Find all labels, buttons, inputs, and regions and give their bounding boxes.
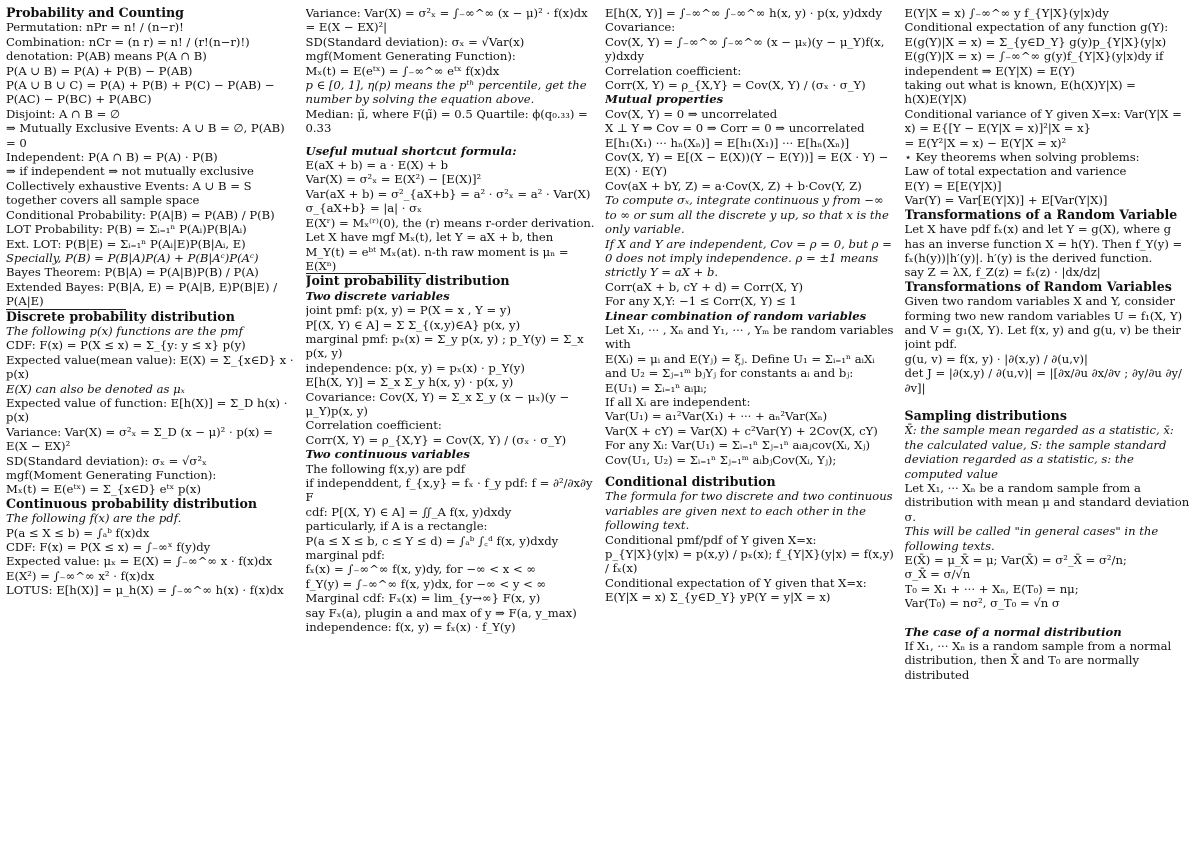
text-line: Var(X + cY) = Var(X) + c²Var(Y) + 2Cov(X, cY) [605,423,878,438]
text-line: particularly, if A is a rectangle: [305,519,488,534]
text-line: LOT Probability: P(B) = Σᵢ₌₁ⁿ P(Aᵢ)P(B|Aᵢ) [6,222,247,237]
section-heading: Joint probability distribution [305,273,510,289]
italic-note: X̄: the sample mean regarded as a statistic, x̄: the calculated value, S: the sample standard deviation regarded as a statistic, s: the computed value [904,423,1174,481]
text-line: SD(Standard deviation): σₓ = √Var(x) [305,34,525,49]
text-line: independence: f(x, y) = fₓ(x) · f_Y(y) [305,620,516,635]
section-heading: Discrete probability distribution [6,308,235,324]
text-line: say Z = λX, f_Z(z) = fₓ(z) · |dx/dz| [904,265,1101,280]
text-line: Conditional expectation of Y given that X=x: [605,575,867,590]
text-line: E[h₁(X₁) ··· hₙ(Xₙ)] = E[h₁(X₁)] ··· E[hₙ(Xₙ)] [605,135,850,150]
text-line: Cov(aX + bY, Z) = a·Cov(X, Z) + b·Cov(Y, Z) [605,178,862,193]
text-line: Expected value(mean value): E(X) = Σ_{x∈D} x · p(x) [6,352,294,382]
text-line: E(Y|X = x) Σ_{y∈D_Y} yP(Y = y|X = x) [605,590,831,605]
italic-note: The following p(x) functions are the pmf [6,323,243,338]
text-line: independence: p(x, y) = pₓ(x) · p_Y(y) [305,360,525,375]
text-line: Var(U₁) = a₁²Var(X₁) + ··· + aₙ²Var(Xₙ) [605,409,828,424]
text-line: Mₓ(t) = E(eᵗˣ) = ∫₋∞^∞ eᵗˣ f(x)dx [305,63,500,78]
italic-note: This will be called "in general cases" in the following texts. [904,524,1159,553]
text-line: E(X̄) = μ_X̄ = μ; Var(X̄) = σ²_X̄ = σ²/n; [904,553,1127,568]
italic-note: If X and Y are independent, Cov = ρ = 0, but ρ = 0 does not imply independence. ρ = ±1 means strictly Y = aX + b. [605,236,892,280]
spacer [905,395,1195,409]
section-heading: Sampling distributions [904,407,1067,423]
text-line: Permutation: nPr = n! / (n−r)! [6,20,184,35]
text-line: P(A ∪ B ∪ C) = P(A) + P(B) + P(C) − P(AB) − P(AC) − P(BC) + P(ABC) [6,78,275,107]
text-line: E(g(Y)|X = x) = ∫₋∞^∞ g(y)f_{Y|X}(y|x)dy if independent ⇒ E(Y|X) = E(Y) [904,49,1164,78]
text-line: E(Xᵢ) = μᵢ and E(Yⱼ) = ξⱼ. Define U₁ = Σᵢ₌₁ⁿ aᵢXᵢ and U₂ = Σⱼ₌₁ᵐ bⱼYⱼ for constants aᵢ and bⱼ: [605,351,875,381]
text-line: Independent: P(A ∩ B) = P(A) · P(B) [6,150,218,165]
text-line: denotation: P(AB) means P(A ∩ B) [6,49,207,64]
text-line: Covariance: [605,20,676,35]
text-line: E(X²) = ∫₋∞^∞ x² · f(x)dx [6,568,155,583]
text-line: Variance: Var(X) = σ²ₓ = ∫₋∞^∞ (x − μ)² · f(x)dx = E(X − EX)²| [305,6,588,35]
text-line: Variance: Var(X) = σ²ₓ = Σ_D (x − μ)² · p(x) = E(X − EX)² [6,424,273,454]
text-line: Let X₁, ··· , Xₙ and Y₁, ··· , Yₘ be random variables with [605,322,894,352]
text-line: ⇒ Mutually Exclusive Events: A ∪ B = ∅, P(AB) = 0 [6,121,285,150]
text-line: E(Y) = E[E(Y|X)] [904,178,1002,193]
text-line: Ext. LOT: P(B|E) = Σᵢ₌₁ⁿ P(Aᵢ|E)P(B|Aᵢ, E) [6,236,246,251]
text-line: If X₁, ··· Xₙ is a random sample from a normal distribution, then X̄ and T₀ are normally distributed [904,639,1172,682]
text-line: Conditional pmf/pdf of Y given X=x: [605,532,817,547]
subsection-heading: Two continuous variables [305,447,470,462]
text-line: Marginal cdf: Fₓ(x) = lim_{y→∞} F(x, y) [305,591,541,606]
text-line: Extended Bayes: P(B|A, E) = P(A|B, E)P(B|E) / P(A|E) [6,279,278,309]
text-line: Given two random variables X and Y, consider forming two new random variables U = f₁(X, Y) and V = g₁(X, Y). Let f(x, y) and g(u, v) be their joint pdf. [904,294,1183,352]
column-2 [306,6,596,849]
text-line: P(a ≤ X ≤ b) = ∫ₐᵇ f(x)dx [6,525,150,540]
text-line: say Fₓ(a), plugin a and max of y ⇒ F(a, y_max) [305,605,577,620]
text-line: For any Xᵢ: Var(U₁) = Σᵢ₌₁ⁿ Σⱼ₌₁ⁿ aᵢaⱼcov(Xᵢ, Xⱼ) [605,438,871,453]
text-line: Bayes Theorem: P(B|A) = P(A|B)P(B) / P(A) [6,265,259,280]
text-line: Cov(U₁, U₂) = Σᵢ₌₁ⁿ Σⱼ₌₁ᵐ aᵢbⱼCov(Xᵢ, Yⱼ); [605,452,837,467]
section-heading: Transformations of a Random Variable [904,206,1178,222]
text-line: P(A ∪ B) = P(A) + P(B) − P(AB) [6,63,193,78]
text-line: Corr(aX + b, cY + d) = Corr(X, Y) [605,279,804,294]
text-line: σ_{aX+b} = |a| · σₓ [305,201,422,216]
text-line: Var(aX + b) = σ²_{aX+b} = a² · σ²ₓ = a² · Var(X) [305,186,591,201]
text-line: Expected value: μₓ = E(X) = ∫₋∞^∞ x · f(x)dx [6,554,273,569]
spacer [306,136,596,144]
text-line: Disjoint: A ∩ B = ∅ [6,106,121,121]
italic-note: To compute σₓ, integrate continuous y from −∞ to ∞ or sum all the discrete y up, so that x is the only variable. [605,193,889,237]
italic-note: The following f(x) are the pdf. [6,511,182,526]
text-line: Let X₁, ··· Xₙ be a random sample from a distribution with mean μ and standard deviation σ. [904,481,1190,524]
italic-note: Specially, P(B) = P(B|A)P(A) + P(B|Aᶜ)P(Aᶜ) [6,250,259,265]
text-line: P[(X, Y) ∈ A] = Σ Σ_{(x,y)∈A} p(x, y) [305,317,521,332]
section-heading: Transformations of Random Variables [904,278,1172,294]
text-line: mgf(Moment Generating Function): [305,49,516,64]
text-line: Let X have pdf fₓ(x) and let Y = g(X), where g has an inverse function X = h(Y). Then f_Y(y) = fₓ(h(y))|h′(y)|. h′(y) is the derived function. [904,222,1183,265]
text-line: Mₓ(t) = E(eᵗˣ) = Σ_{x∈D} eᵗˣ p(x) [6,482,201,497]
subsection-heading: Useful mutual shortcut formula: [305,143,517,158]
text-line: Law of total expectation and varience [904,164,1127,179]
subsection-heading: Mutual properties [605,92,724,107]
text-line: E(U₁) = Σᵢ₌₁ⁿ aᵢμᵢ; [605,380,708,395]
italic-note: E(X) can also be denoted as μₓ [6,381,185,396]
text-line: Covariance: Cov(X, Y) = Σ_x Σ_y (x − μₓ)(y − μ_Y)p(x, y) [305,389,570,418]
text-line: g(u, v) = f(x, y) · |∂(x,y) / ∂(u,v)| [904,351,1088,366]
subsection-heading: Linear combination of random variables [605,308,867,323]
text-line: Correlation coefficient: [605,63,742,78]
text-line: Expected value of function: E[h(X)] = Σ_D h(x) · p(x) [6,395,288,425]
text-line: Collectively exhaustive Events: A ∪ B = S together covers all sample space [6,178,252,208]
text-line: f_Y(y) = ∫₋∞^∞ f(x, y)dx, for −∞ < y < ∞ [305,576,547,591]
text-line: If all Xᵢ are independent: [605,394,751,409]
section-heading: Conditional distribution [605,474,776,489]
text-line: Conditional variance of Y given X=x: Var(Y|X = x) = E{[Y − E(Y|X = x)]²|X = x} [904,106,1182,136]
text-line: E[h(X, Y)] = ∫₋∞^∞ ∫₋∞^∞ h(x, y) · p(x, y)dxdy [605,6,883,20]
text-line: CDF: F(x) = P(X ≤ x) = Σ_{y: y ≤ x} p(y) [6,338,246,353]
text-line: Median: μ̃, where F(μ̃) = 0.5 Quartile: ϕ(q₀.₃₃) = 0.33 [305,106,588,136]
text-line: ⇒ if independent ⇒ not mutually exclusive [6,164,254,179]
text-line: E(Y|X = x) ∫₋∞^∞ y f_{Y|X}(y|x)dy [904,6,1109,20]
text-line: Combination: nCr = (n r) = n! / (r!(n−r)!) [6,34,250,49]
text-line: p_{Y|X}(y|x) = p(x,y) / pₓ(x); f_{Y|X}(y|x) = f(x,y) / fₓ(x) [605,547,894,576]
text-line: Let X have mgf Mₓ(t), let Y = aX + b, then M_Y(t) = eᵇᵗ Mₓ(at). n-th raw moment is μₙ = E(Xⁿ) [305,230,569,273]
text-line: Corr(X, Y) = ρ_{X,Y} = Cov(X, Y) / (σₓ · σ_Y) [305,432,567,447]
column-1 [6,6,296,849]
section-heading: Probability and Counting [6,6,184,20]
column-3 [605,6,895,849]
text-line: T₀ = X₁ + ··· + Xₙ, E(T₀) = nμ; [904,581,1079,596]
spacer [905,611,1195,625]
text-line: Var(Y) = Var[E(Y|X)] + E[Var(Y|X)] [904,193,1108,208]
text-line: E(g(Y)|X = x) = Σ_{y∈D_Y} g(y)p_{Y|X}(y|x) [904,34,1167,49]
text-line: CDF: F(x) = P(X ≤ x) = ∫₋∞ˣ f(y)dy [6,540,211,555]
text-line: taking out what is known, E(h(X)Y|X) = h(X)E(Y|X) [904,78,1136,107]
text-line: if independdent, f_{x,y} = fₓ · f_y pdf: f = ∂²/∂x∂y F [305,476,593,505]
text-line: Correlation coefficient: [305,418,442,433]
text-line: Conditional expectation of any function g(Y): [904,20,1169,35]
text-line: marginal pmf: pₓ(x) = Σ_y p(x, y) ; p_Y(y) = Σ_x p(x, y) [305,331,584,361]
subsection-heading: Two discrete variables [305,288,450,303]
text-line: SD(Standard deviation): σₓ = √σ²ₓ [6,453,207,468]
text-line: X ⊥ Y ⇒ Cov = 0 ⇒ Corr = 0 ⇒ uncorrelated [605,121,865,136]
text-line: For any X,Y: −1 ≤ Corr(X, Y) ≤ 1 [605,294,797,309]
text-line: Cov(X, Y) = E[(X − E(X))(Y − E(Y))] = E(X · Y) − E(X) · E(Y) [605,150,889,179]
italic-note: The formula for two discrete and two continuous variables are given next to each other in the following text. [605,489,893,533]
text-line: marginal pdf: [305,548,385,563]
text-line: LOTUS: E[h(X)] = μ_h(X) = ∫₋∞^∞ h(x) · f(x)dx [6,583,284,598]
text-line: Var(T₀) = nσ², σ_T₀ = √n σ [904,596,1060,611]
text-line: Corr(X, Y) = ρ_{X,Y} = Cov(X, Y) / (σₓ · σ_Y) [605,78,866,93]
text-line: = E(Y²|X = x) − E(Y|X = x)² [904,135,1067,150]
text-line: Conditional Probability: P(A|B) = P(AB) / P(B) [6,207,275,222]
text-line: E(aX + b) = a · E(X) + b [305,158,449,173]
text-line: Var(X) = σ²ₓ = E(X²) − [E(X)]² [305,172,482,187]
text-line: E[h(X, Y)] = Σ_x Σ_y h(x, y) · p(x, y) [305,375,514,390]
text-line: ⋆ Key theorems when solving problems: [904,150,1140,165]
text-line: P(a ≤ X ≤ b, c ≤ Y ≤ d) = ∫ₐᵇ ∫꜀ᵈ f(x, y)dxdy [305,533,559,548]
text-line: cdf: P[(X, Y) ∈ A] = ∬_A f(x, y)dxdy [305,504,512,519]
text-line: The following f(x,y) are pdf [305,461,466,476]
italic-note: p ∈ [0, 1], η(p) means the pᵗʰ percentile, get the number by solving the equation above. [305,78,587,107]
text-line: E(Xʳ) = Mₓ⁽ʳ⁾(0), the (r) means r-order derivation. [305,215,595,230]
text-line: fₓ(x) = ∫₋∞^∞ f(x, y)dy, for −∞ < x < ∞ [305,562,537,577]
text-line: Cov(X, Y) = 0 ⇒ uncorrelated [605,106,778,121]
section-heading: Continuous probability distribution [6,495,258,511]
column-4 [905,6,1195,849]
text-line: joint pmf: p(x, y) = P(X = x , Y = y) [305,303,511,318]
text-line: det J = |∂(x,y) / ∂(u,v)| = |[∂x/∂u ∂x/∂v ; ∂y/∂u ∂y/∂v]| [904,366,1182,395]
subsection-heading: The case of a normal distribution [904,624,1122,639]
text-line: σ_X̄ = σ/√n [904,567,971,582]
text-line: mgf(Moment Generating Function): [6,468,217,482]
text-line: Cov(X, Y) = ∫₋∞^∞ ∫₋∞^∞ (x − μₓ)(y − μ_Y)f(x, y)dxdy [605,34,885,64]
